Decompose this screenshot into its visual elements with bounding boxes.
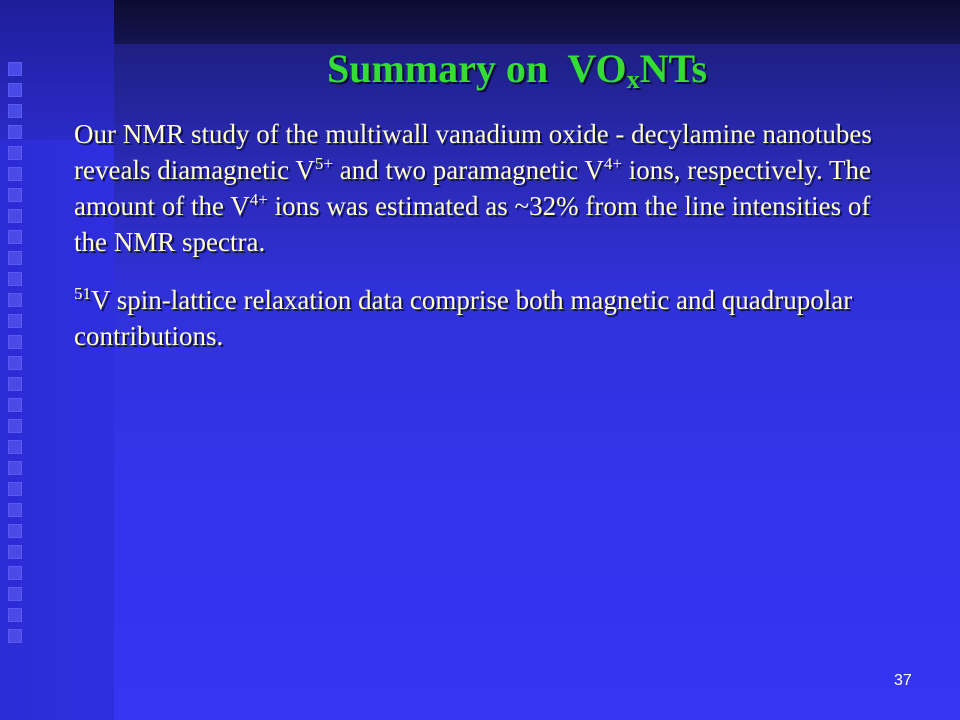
title-formula-sub: x bbox=[626, 65, 640, 94]
paragraph1-superscript-2: 4+ bbox=[603, 154, 623, 173]
paragraph1-superscript-1: 5+ bbox=[314, 154, 333, 173]
paragraph-relaxation bbox=[74, 282, 874, 354]
slide-body bbox=[74, 116, 874, 376]
paragraph2-text-1: V spin-lattice relaxation data comprise both magnetic and quadrupolar contributions. bbox=[74, 285, 853, 351]
decorative-square bbox=[8, 524, 22, 538]
paragraph1-text-4: ions was estimated as ~32% from the line intensities of the NMR spectra. bbox=[74, 191, 871, 257]
decorative-square bbox=[8, 293, 22, 307]
decorative-square bbox=[8, 503, 22, 517]
decorative-square bbox=[8, 398, 22, 412]
decorative-square bbox=[8, 356, 22, 370]
page-number: 37 bbox=[894, 672, 912, 689]
paragraph1-text-2: and two paramagnetic V bbox=[333, 155, 604, 185]
decorative-square bbox=[8, 608, 22, 622]
decorative-square bbox=[8, 209, 22, 223]
decorative-square bbox=[8, 251, 22, 265]
paragraph-nmr-study bbox=[74, 116, 874, 260]
paragraph1-superscript-3: 4+ bbox=[249, 190, 268, 209]
decorative-square bbox=[8, 230, 22, 244]
decorative-square bbox=[8, 146, 22, 160]
decorative-square bbox=[8, 167, 22, 181]
decorative-square bbox=[8, 83, 22, 97]
title-formula-base: VO bbox=[567, 46, 627, 91]
top-strip bbox=[114, 0, 960, 44]
decorative-square bbox=[8, 104, 22, 118]
paragraph1-text-1: Our NMR study of the multiwall vanadium oxide - decylamine nanotubes reveals diamagnetic V bbox=[74, 119, 872, 185]
decorative-square bbox=[8, 188, 22, 202]
decorative-square bbox=[8, 629, 22, 643]
decorative-square bbox=[8, 62, 22, 76]
slide-title bbox=[114, 44, 920, 105]
decorative-square bbox=[8, 587, 22, 601]
decorative-square bbox=[8, 461, 22, 475]
decorative-square bbox=[8, 440, 22, 454]
decorative-square bbox=[8, 314, 22, 328]
title-text: Summary on bbox=[326, 46, 549, 91]
decorative-square bbox=[8, 566, 22, 580]
decorative-square bbox=[8, 125, 22, 139]
paragraph2-superscript-1: 51 bbox=[74, 284, 91, 303]
decorative-square bbox=[8, 545, 22, 559]
title-formula-rest: NTs bbox=[639, 46, 708, 91]
decorative-square bbox=[8, 335, 22, 349]
decorative-square bbox=[8, 419, 22, 433]
paragraph1-text-3: ions, respectively. The amount of the V bbox=[74, 155, 871, 221]
decorative-squares bbox=[8, 62, 22, 650]
decorative-square bbox=[8, 482, 22, 496]
decorative-square bbox=[8, 272, 22, 286]
decorative-square bbox=[8, 377, 22, 391]
